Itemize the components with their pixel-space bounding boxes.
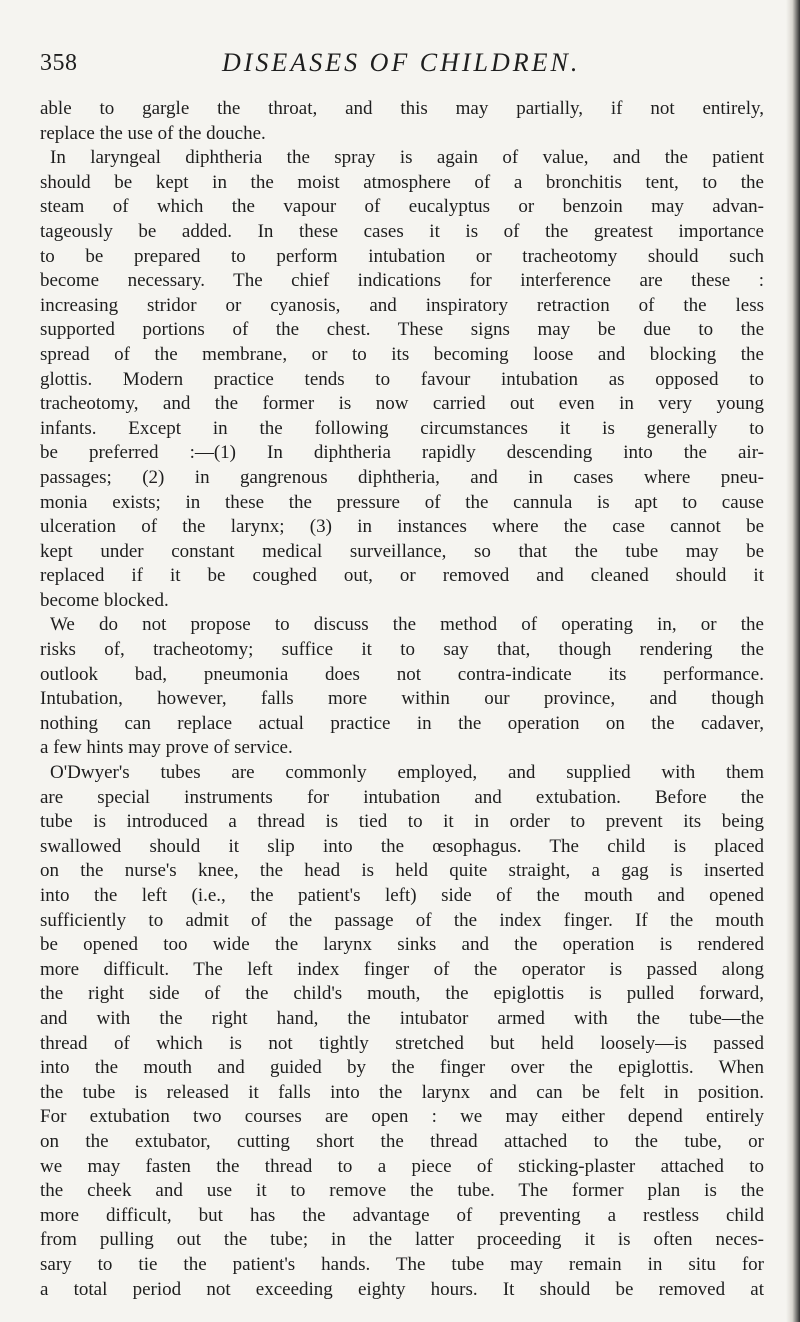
text-line: and with the right hand, the intubator armed with the tube—the	[40, 1007, 764, 1029]
text-line: become necessary. The chief indications for interference are these :	[40, 270, 764, 292]
text-line: spread of the membrane, or to its becoming loose and blocking the	[40, 343, 764, 365]
text-line: risks of, tracheotomy; suffice it to say that, though rendering the	[40, 639, 764, 661]
text-line: be preferred :—(1) In diphtheria rapidly descending into the air-	[40, 442, 764, 464]
text-line: more difficult, but has the advantage of preventing a restless child	[40, 1204, 764, 1226]
text-line: the tube is released it falls into the larynx and can be felt in position.	[40, 1081, 764, 1103]
text-line: able to gargle the throat, and this may partially, if not entirely,	[40, 98, 764, 119]
text-line: monia exists; in these the pressure of the cannula is apt to cause	[40, 491, 764, 513]
text-line: supported portions of the chest. These signs may be due to the	[40, 319, 764, 341]
text-line: sary to tie the patient's hands. The tube may remain in situ for	[40, 1253, 764, 1275]
text-line: ulceration of the larynx; (3) in instances where the case cannot be	[40, 516, 764, 538]
running-title: DISEASES OF CHILDREN.	[222, 48, 581, 77]
text-line: on the extubator, cutting short the thread attached to the tube, or	[40, 1130, 764, 1152]
text-line: the cheek and use it to remove the tube. The former plan is the	[40, 1180, 764, 1202]
text-line: tracheotomy, and the former is now carried out even in very young	[40, 393, 764, 415]
text-line: O'Dwyer's tubes are commonly employed, and supplied with them	[50, 762, 764, 784]
text-line: into the mouth and guided by the finger over the epiglottis. When	[40, 1057, 764, 1079]
text-line: a total period not exceeding eighty hours. It should be removed at	[40, 1278, 764, 1300]
text-line: We do not propose to discuss the method of operating in, or the	[50, 614, 764, 636]
text-line: For extubation two courses are open : we may either depend entirely	[40, 1106, 764, 1128]
text-line: are special instruments for intubation and extubation. Before the	[40, 786, 764, 808]
text-line: tageously be added. In these cases it is of the greatest importance	[40, 220, 764, 242]
text-line: steam of which the vapour of eucalyptus or benzoin may advan-	[40, 196, 764, 218]
text-line: be opened too wide the larynx sinks and the operation is rendered	[40, 934, 764, 956]
page-edge-shadow	[786, 0, 800, 1322]
text-line: nothing can replace actual practice in the operation on the cadaver,	[40, 712, 764, 734]
text-line: infants. Except in the following circumstances it is generally to	[40, 417, 764, 439]
text-line: Intubation, however, falls more within our province, and though	[40, 688, 764, 710]
text-line: become blocked.	[40, 589, 169, 611]
text-line: we may fasten the thread to a piece of sticking-plaster attached to	[40, 1155, 764, 1177]
text-line: to be prepared to perform intubation or tracheotomy should such	[40, 245, 764, 267]
text-line: the right side of the child's mouth, the epiglottis is pulled forward,	[40, 983, 764, 1005]
text-line: outlook bad, pneumonia does not contra-indicate its performance.	[40, 663, 764, 685]
text-line: glottis. Modern practice tends to favour intubation as opposed to	[40, 368, 764, 390]
text-line: on the nurse's knee, the head is held quite straight, a gag is inserted	[40, 860, 764, 882]
text-line: replace the use of the douche.	[40, 122, 266, 144]
text-line: thread of which is not tightly stretched but held loosely—is passed	[40, 1032, 764, 1054]
text-line: tube is introduced a thread is tied to it in order to prevent its being	[40, 811, 764, 833]
text-line: more difficult. The left index finger of the operator is passed along	[40, 958, 764, 980]
text-line: kept under constant medical surveillance, so that the tube may be	[40, 540, 764, 562]
text-line: sufficiently to admit of the passage of the index finger. If the mouth	[40, 909, 764, 931]
text-line: replaced if it be coughed out, or removed and cleaned should it	[40, 565, 764, 587]
text-line: a few hints may prove of service.	[40, 737, 293, 759]
page-header	[40, 48, 760, 88]
text-line: should be kept in the moist atmosphere of a bronchitis tent, to the	[40, 171, 764, 193]
text-line: from pulling out the tube; in the latter proceeding it is often neces-	[40, 1229, 764, 1251]
text-line: swallowed should it slip into the œsophagus. The child is placed	[40, 835, 764, 857]
text-line: passages; (2) in gangrenous diphtheria, and in cases where pneu-	[40, 466, 764, 488]
body-text	[40, 97, 764, 1300]
page-number: 358	[40, 50, 78, 76]
text-line: In laryngeal diphtheria the spray is again of value, and the patient	[50, 147, 764, 169]
text-line: increasing stridor or cyanosis, and inspiratory retraction of the less	[40, 294, 764, 316]
text-line: into the left (i.e., the patient's left) side of the mouth and opened	[40, 885, 764, 906]
